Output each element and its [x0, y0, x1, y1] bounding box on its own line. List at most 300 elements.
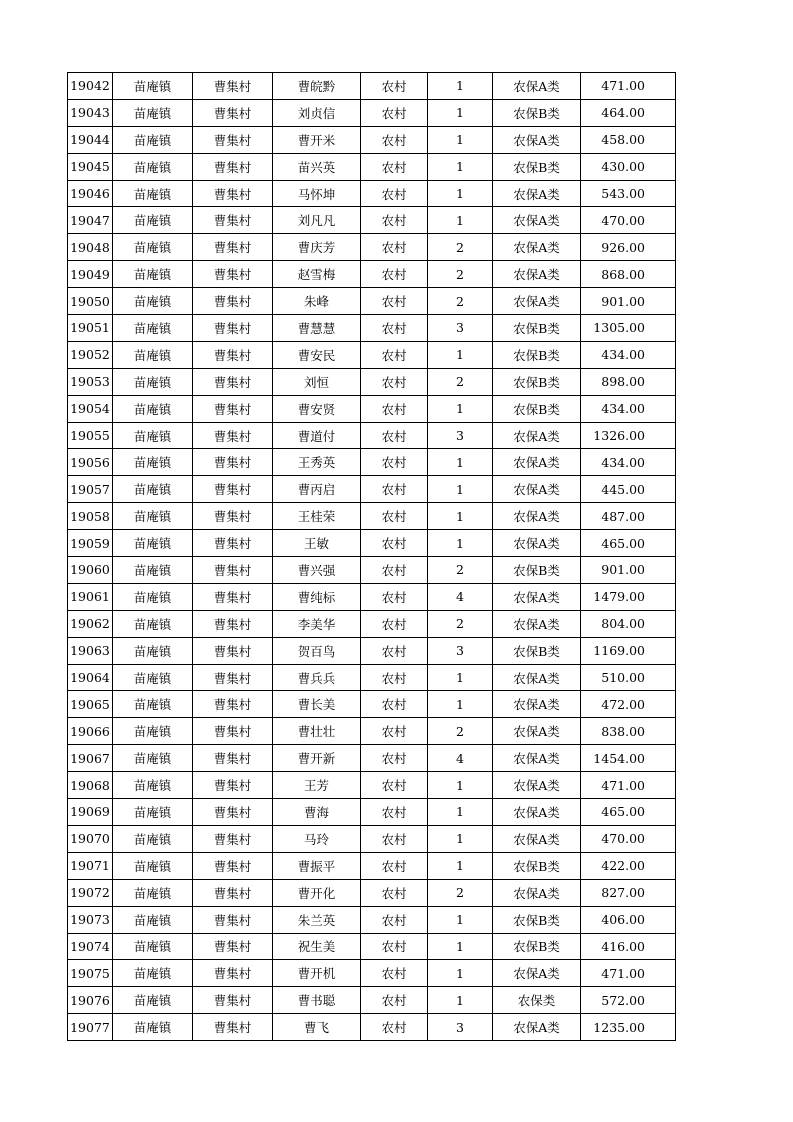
member-count-cell: 3: [428, 637, 493, 664]
insurance-category-cell: 农保A类: [493, 288, 581, 315]
village-cell: 曹集村: [193, 825, 273, 852]
household-type-cell: 农村: [361, 583, 428, 610]
table-row: [68, 153, 676, 180]
table-row: [68, 610, 676, 637]
insurance-category-cell: 农保B类: [493, 368, 581, 395]
town-cell: 苗庵镇: [113, 530, 193, 557]
member-count-cell: 3: [428, 1014, 493, 1041]
table-row: [68, 960, 676, 987]
town-cell: 苗庵镇: [113, 73, 193, 100]
name-cell: 曹纯标: [273, 583, 361, 610]
name-cell: 贺百鸟: [273, 637, 361, 664]
insurance-category-cell: 农保A类: [493, 180, 581, 207]
record-id-cell: 19062: [68, 610, 113, 637]
member-count-cell: 1: [428, 960, 493, 987]
name-cell: 曹开新: [273, 745, 361, 772]
record-id-cell: 19048: [68, 234, 113, 261]
town-cell: 苗庵镇: [113, 879, 193, 906]
record-id-cell: 19058: [68, 503, 113, 530]
table-row: [68, 825, 676, 852]
member-count-cell: 1: [428, 772, 493, 799]
member-count-cell: 1: [428, 449, 493, 476]
town-cell: 苗庵镇: [113, 341, 193, 368]
amount-cell: 1454.00: [581, 745, 676, 772]
member-count-cell: 1: [428, 664, 493, 691]
name-cell: 苗兴英: [273, 153, 361, 180]
record-id-cell: 19069: [68, 799, 113, 826]
town-cell: 苗庵镇: [113, 395, 193, 422]
town-cell: 苗庵镇: [113, 126, 193, 153]
household-type-cell: 农村: [361, 637, 428, 664]
name-cell: 曹丙启: [273, 476, 361, 503]
table-row: [68, 557, 676, 584]
insurance-category-cell: 农保B类: [493, 395, 581, 422]
insurance-category-cell: 农保B类: [493, 852, 581, 879]
record-id-cell: 19063: [68, 637, 113, 664]
town-cell: 苗庵镇: [113, 664, 193, 691]
table-row: [68, 745, 676, 772]
amount-cell: 471.00: [581, 772, 676, 799]
household-type-cell: 农村: [361, 960, 428, 987]
amount-cell: 430.00: [581, 153, 676, 180]
amount-cell: 406.00: [581, 906, 676, 933]
member-count-cell: 1: [428, 906, 493, 933]
amount-cell: 838.00: [581, 718, 676, 745]
member-count-cell: 1: [428, 476, 493, 503]
table-row: [68, 637, 676, 664]
amount-cell: 434.00: [581, 395, 676, 422]
name-cell: 曹安民: [273, 341, 361, 368]
name-cell: 朱兰英: [273, 906, 361, 933]
amount-cell: 472.00: [581, 691, 676, 718]
village-cell: 曹集村: [193, 745, 273, 772]
town-cell: 苗庵镇: [113, 718, 193, 745]
village-cell: 曹集村: [193, 718, 273, 745]
amount-cell: 510.00: [581, 664, 676, 691]
household-type-cell: 农村: [361, 610, 428, 637]
table-row: [68, 906, 676, 933]
member-count-cell: 1: [428, 99, 493, 126]
household-type-cell: 农村: [361, 879, 428, 906]
name-cell: 刘凡凡: [273, 207, 361, 234]
village-cell: 曹集村: [193, 664, 273, 691]
amount-cell: 543.00: [581, 180, 676, 207]
town-cell: 苗庵镇: [113, 799, 193, 826]
insurance-category-cell: 农保类: [493, 987, 581, 1014]
town-cell: 苗庵镇: [113, 772, 193, 799]
household-type-cell: 农村: [361, 799, 428, 826]
household-type-cell: 农村: [361, 261, 428, 288]
record-id-cell: 19068: [68, 772, 113, 799]
household-type-cell: 农村: [361, 180, 428, 207]
amount-cell: 434.00: [581, 341, 676, 368]
amount-cell: 422.00: [581, 852, 676, 879]
member-count-cell: 1: [428, 395, 493, 422]
insurance-category-cell: 农保A类: [493, 583, 581, 610]
amount-cell: 1305.00: [581, 315, 676, 342]
member-count-cell: 3: [428, 422, 493, 449]
member-count-cell: 1: [428, 180, 493, 207]
amount-cell: 487.00: [581, 503, 676, 530]
town-cell: 苗庵镇: [113, 207, 193, 234]
village-cell: 曹集村: [193, 422, 273, 449]
household-type-cell: 农村: [361, 476, 428, 503]
name-cell: 赵雪梅: [273, 261, 361, 288]
table-row: [68, 99, 676, 126]
record-id-cell: 19046: [68, 180, 113, 207]
village-cell: 曹集村: [193, 637, 273, 664]
village-cell: 曹集村: [193, 261, 273, 288]
amount-cell: 804.00: [581, 610, 676, 637]
town-cell: 苗庵镇: [113, 180, 193, 207]
insurance-category-cell: 农保A类: [493, 610, 581, 637]
village-cell: 曹集村: [193, 852, 273, 879]
table-row: [68, 422, 676, 449]
table-row: [68, 933, 676, 960]
name-cell: 曹长美: [273, 691, 361, 718]
table-row: [68, 261, 676, 288]
insurance-category-cell: 农保A类: [493, 1014, 581, 1041]
record-id-cell: 19056: [68, 449, 113, 476]
record-id-cell: 19075: [68, 960, 113, 987]
village-cell: 曹集村: [193, 99, 273, 126]
amount-cell: 434.00: [581, 449, 676, 476]
village-cell: 曹集村: [193, 153, 273, 180]
town-cell: 苗庵镇: [113, 987, 193, 1014]
name-cell: 刘恒: [273, 368, 361, 395]
record-id-cell: 19051: [68, 315, 113, 342]
table-row: [68, 1014, 676, 1041]
table-row: [68, 315, 676, 342]
insurance-category-cell: 农保A类: [493, 772, 581, 799]
insurance-category-cell: 农保B类: [493, 315, 581, 342]
member-count-cell: 1: [428, 825, 493, 852]
record-id-cell: 19060: [68, 557, 113, 584]
village-cell: 曹集村: [193, 476, 273, 503]
amount-cell: 1326.00: [581, 422, 676, 449]
member-count-cell: 2: [428, 368, 493, 395]
village-cell: 曹集村: [193, 180, 273, 207]
town-cell: 苗庵镇: [113, 288, 193, 315]
village-cell: 曹集村: [193, 315, 273, 342]
record-id-cell: 19077: [68, 1014, 113, 1041]
town-cell: 苗庵镇: [113, 960, 193, 987]
household-type-cell: 农村: [361, 852, 428, 879]
member-count-cell: 2: [428, 557, 493, 584]
village-cell: 曹集村: [193, 583, 273, 610]
household-type-cell: 农村: [361, 987, 428, 1014]
member-count-cell: 1: [428, 207, 493, 234]
village-cell: 曹集村: [193, 960, 273, 987]
insurance-category-cell: 农保B类: [493, 906, 581, 933]
record-id-cell: 19057: [68, 476, 113, 503]
name-cell: 曹兵兵: [273, 664, 361, 691]
household-type-cell: 农村: [361, 234, 428, 261]
record-id-cell: 19070: [68, 825, 113, 852]
name-cell: 马怀坤: [273, 180, 361, 207]
amount-cell: 445.00: [581, 476, 676, 503]
insurance-category-cell: 农保B类: [493, 341, 581, 368]
name-cell: 王芳: [273, 772, 361, 799]
record-id-cell: 19066: [68, 718, 113, 745]
member-count-cell: 4: [428, 745, 493, 772]
member-count-cell: 2: [428, 234, 493, 261]
table-row: [68, 664, 676, 691]
amount-cell: 471.00: [581, 73, 676, 100]
village-cell: 曹集村: [193, 987, 273, 1014]
amount-cell: 572.00: [581, 987, 676, 1014]
household-type-cell: 农村: [361, 664, 428, 691]
household-type-cell: 农村: [361, 933, 428, 960]
amount-cell: 470.00: [581, 825, 676, 852]
amount-cell: 926.00: [581, 234, 676, 261]
insurance-category-cell: 农保A类: [493, 234, 581, 261]
member-count-cell: 1: [428, 530, 493, 557]
household-type-cell: 农村: [361, 691, 428, 718]
member-count-cell: 2: [428, 718, 493, 745]
name-cell: 曹壮壮: [273, 718, 361, 745]
town-cell: 苗庵镇: [113, 422, 193, 449]
insurance-category-cell: 农保A类: [493, 691, 581, 718]
name-cell: 刘贞信: [273, 99, 361, 126]
household-type-cell: 农村: [361, 99, 428, 126]
household-type-cell: 农村: [361, 718, 428, 745]
village-cell: 曹集村: [193, 879, 273, 906]
town-cell: 苗庵镇: [113, 476, 193, 503]
household-type-cell: 农村: [361, 449, 428, 476]
household-type-cell: 农村: [361, 503, 428, 530]
table-row: [68, 288, 676, 315]
household-type-cell: 农村: [361, 422, 428, 449]
town-cell: 苗庵镇: [113, 449, 193, 476]
household-type-cell: 农村: [361, 126, 428, 153]
member-count-cell: 2: [428, 261, 493, 288]
name-cell: 曹振平: [273, 852, 361, 879]
household-type-cell: 农村: [361, 368, 428, 395]
member-count-cell: 2: [428, 879, 493, 906]
table-row: [68, 691, 676, 718]
household-type-cell: 农村: [361, 825, 428, 852]
village-cell: 曹集村: [193, 288, 273, 315]
name-cell: 曹道付: [273, 422, 361, 449]
record-id-cell: 19076: [68, 987, 113, 1014]
insurance-category-cell: 农保A类: [493, 879, 581, 906]
household-type-cell: 农村: [361, 288, 428, 315]
town-cell: 苗庵镇: [113, 745, 193, 772]
village-cell: 曹集村: [193, 530, 273, 557]
table-row: [68, 126, 676, 153]
member-count-cell: 1: [428, 341, 493, 368]
name-cell: 王秀英: [273, 449, 361, 476]
name-cell: 曹慧慧: [273, 315, 361, 342]
town-cell: 苗庵镇: [113, 825, 193, 852]
table-row: [68, 799, 676, 826]
insurance-category-cell: 农保A类: [493, 476, 581, 503]
town-cell: 苗庵镇: [113, 1014, 193, 1041]
household-type-cell: 农村: [361, 745, 428, 772]
household-type-cell: 农村: [361, 207, 428, 234]
town-cell: 苗庵镇: [113, 261, 193, 288]
amount-cell: 471.00: [581, 960, 676, 987]
town-cell: 苗庵镇: [113, 503, 193, 530]
town-cell: 苗庵镇: [113, 637, 193, 664]
record-id-cell: 19067: [68, 745, 113, 772]
table-row: [68, 879, 676, 906]
insurance-category-cell: 农保A类: [493, 530, 581, 557]
table-row: [68, 772, 676, 799]
town-cell: 苗庵镇: [113, 906, 193, 933]
record-id-cell: 19061: [68, 583, 113, 610]
records-table: [67, 72, 676, 1041]
record-id-cell: 19054: [68, 395, 113, 422]
name-cell: 曹皖黔: [273, 73, 361, 100]
household-type-cell: 农村: [361, 153, 428, 180]
member-count-cell: 2: [428, 288, 493, 315]
member-count-cell: 1: [428, 73, 493, 100]
record-id-cell: 19045: [68, 153, 113, 180]
town-cell: 苗庵镇: [113, 153, 193, 180]
town-cell: 苗庵镇: [113, 852, 193, 879]
town-cell: 苗庵镇: [113, 368, 193, 395]
name-cell: 王敏: [273, 530, 361, 557]
record-id-cell: 19059: [68, 530, 113, 557]
member-count-cell: 4: [428, 583, 493, 610]
household-type-cell: 农村: [361, 395, 428, 422]
table-row: [68, 718, 676, 745]
village-cell: 曹集村: [193, 234, 273, 261]
town-cell: 苗庵镇: [113, 99, 193, 126]
village-cell: 曹集村: [193, 610, 273, 637]
amount-cell: 458.00: [581, 126, 676, 153]
insurance-category-cell: 农保A类: [493, 449, 581, 476]
amount-cell: 827.00: [581, 879, 676, 906]
household-type-cell: 农村: [361, 772, 428, 799]
amount-cell: 465.00: [581, 530, 676, 557]
table-row: [68, 73, 676, 100]
table-row: [68, 449, 676, 476]
village-cell: 曹集村: [193, 207, 273, 234]
name-cell: 曹开机: [273, 960, 361, 987]
amount-cell: 1479.00: [581, 583, 676, 610]
member-count-cell: 1: [428, 799, 493, 826]
record-id-cell: 19071: [68, 852, 113, 879]
amount-cell: 416.00: [581, 933, 676, 960]
amount-cell: 1235.00: [581, 1014, 676, 1041]
member-count-cell: 1: [428, 933, 493, 960]
member-count-cell: 3: [428, 315, 493, 342]
village-cell: 曹集村: [193, 449, 273, 476]
amount-cell: 901.00: [581, 557, 676, 584]
record-id-cell: 19064: [68, 664, 113, 691]
name-cell: 朱峰: [273, 288, 361, 315]
amount-cell: 901.00: [581, 288, 676, 315]
record-id-cell: 19065: [68, 691, 113, 718]
member-count-cell: 2: [428, 610, 493, 637]
amount-cell: 464.00: [581, 99, 676, 126]
insurance-category-cell: 农保B类: [493, 933, 581, 960]
record-id-cell: 19044: [68, 126, 113, 153]
insurance-category-cell: 农保A类: [493, 799, 581, 826]
record-id-cell: 19042: [68, 73, 113, 100]
table-row: [68, 234, 676, 261]
village-cell: 曹集村: [193, 799, 273, 826]
record-id-cell: 19072: [68, 879, 113, 906]
member-count-cell: 1: [428, 987, 493, 1014]
name-cell: 曹海: [273, 799, 361, 826]
name-cell: 曹开化: [273, 879, 361, 906]
table-row: [68, 368, 676, 395]
insurance-category-cell: 农保A类: [493, 718, 581, 745]
table-row: [68, 503, 676, 530]
insurance-category-cell: 农保B类: [493, 99, 581, 126]
town-cell: 苗庵镇: [113, 583, 193, 610]
table-row: [68, 852, 676, 879]
name-cell: 曹庆芳: [273, 234, 361, 261]
name-cell: 李美华: [273, 610, 361, 637]
name-cell: 王桂荣: [273, 503, 361, 530]
insurance-category-cell: 农保A类: [493, 126, 581, 153]
village-cell: 曹集村: [193, 341, 273, 368]
household-type-cell: 农村: [361, 530, 428, 557]
record-id-cell: 19043: [68, 99, 113, 126]
record-id-cell: 19055: [68, 422, 113, 449]
village-cell: 曹集村: [193, 933, 273, 960]
record-id-cell: 19047: [68, 207, 113, 234]
village-cell: 曹集村: [193, 557, 273, 584]
name-cell: 马玲: [273, 825, 361, 852]
household-type-cell: 农村: [361, 1014, 428, 1041]
insurance-category-cell: 农保A类: [493, 960, 581, 987]
member-count-cell: 1: [428, 503, 493, 530]
town-cell: 苗庵镇: [113, 557, 193, 584]
town-cell: 苗庵镇: [113, 691, 193, 718]
name-cell: 曹书聪: [273, 987, 361, 1014]
record-id-cell: 19074: [68, 933, 113, 960]
table-row: [68, 207, 676, 234]
village-cell: 曹集村: [193, 691, 273, 718]
insurance-category-cell: 农保B类: [493, 153, 581, 180]
household-type-cell: 农村: [361, 315, 428, 342]
village-cell: 曹集村: [193, 73, 273, 100]
insurance-category-cell: 农保A类: [493, 825, 581, 852]
village-cell: 曹集村: [193, 1014, 273, 1041]
amount-cell: 898.00: [581, 368, 676, 395]
member-count-cell: 1: [428, 126, 493, 153]
name-cell: 曹开米: [273, 126, 361, 153]
insurance-category-cell: 农保A类: [493, 422, 581, 449]
record-id-cell: 19052: [68, 341, 113, 368]
town-cell: 苗庵镇: [113, 610, 193, 637]
village-cell: 曹集村: [193, 395, 273, 422]
record-id-cell: 19053: [68, 368, 113, 395]
member-count-cell: 1: [428, 852, 493, 879]
name-cell: 祝生美: [273, 933, 361, 960]
village-cell: 曹集村: [193, 503, 273, 530]
member-count-cell: 1: [428, 153, 493, 180]
household-type-cell: 农村: [361, 906, 428, 933]
amount-cell: 470.00: [581, 207, 676, 234]
record-id-cell: 19050: [68, 288, 113, 315]
insurance-category-cell: 农保B类: [493, 637, 581, 664]
table-row: [68, 341, 676, 368]
household-type-cell: 农村: [361, 73, 428, 100]
town-cell: 苗庵镇: [113, 315, 193, 342]
household-type-cell: 农村: [361, 341, 428, 368]
household-type-cell: 农村: [361, 557, 428, 584]
record-id-cell: 19073: [68, 906, 113, 933]
insurance-category-cell: 农保A类: [493, 207, 581, 234]
amount-cell: 868.00: [581, 261, 676, 288]
